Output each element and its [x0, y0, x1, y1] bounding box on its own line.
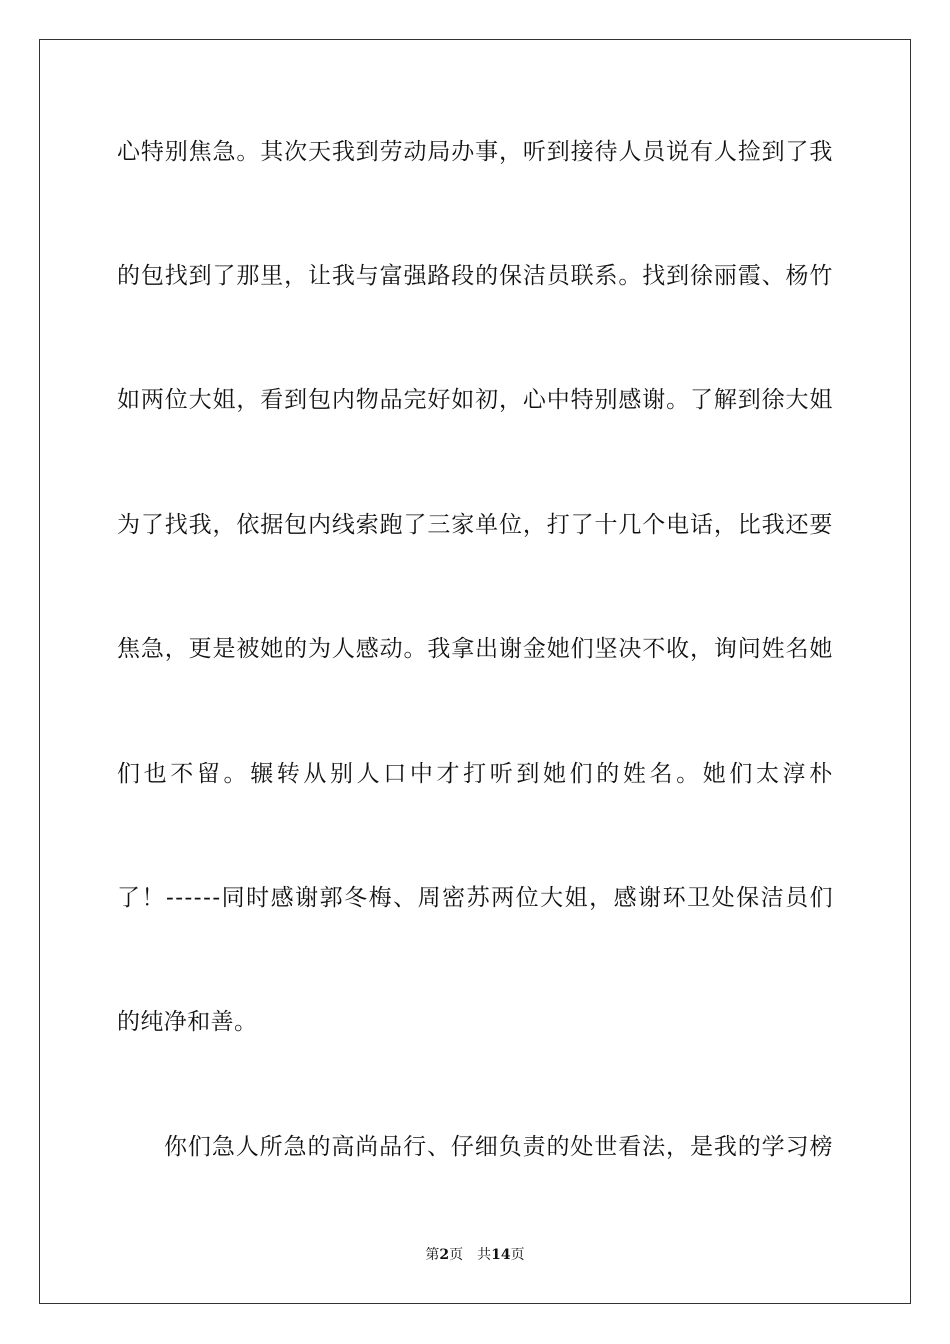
text-line-6: 们 也 不 留 。 辗 转 从 别 人 口 中 才 打 听 到 她 们 的 姓 名 。 她 们 太 淳 朴	[117, 761, 833, 787]
text-line-1: 心 特 别 焦 急 。 其 次 天 我 到 劳 动 局 办 事 ， 听 到 接 待 人 员 说 有 人 捡 到 了 我	[117, 139, 833, 165]
footer-page-prefix: 第	[425, 1247, 440, 1263]
text-line-7: 了 ！ - - - - - - 同 时 感 谢 郭 冬 梅 、 周 密 苏 两 位 大 姐 ， 感 谢 环 卫 处 保 洁 员 们	[117, 885, 833, 911]
text-line-9-paragraph-start: 你 们 急 人 所 急 的 高 尚 品 行 、 仔 细 负 责 的 处 世 看 法 ， 是 我 的 学 习 榜	[164, 1134, 833, 1160]
text-line-2: 的 包 找 到 了 那 里 ， 让 我 与 富 强 路 段 的 保 洁 员 联 系 。 找 到 徐 丽 霞 、 杨 竹	[117, 263, 833, 289]
footer-page-number: 2	[439, 1247, 450, 1263]
text-line-5: 焦 急 ， 更 是 被 她 的 为 人 感 动 。 我 拿 出 谢 金 她 们 坚 决 不 收 ， 询 问 姓 名 她	[117, 636, 833, 662]
text-line-3: 如 两 位 大 姐 ， 看 到 包 内 物 品 完 好 如 初 ， 心 中 特 别 感 谢 。 了 解 到 徐 大 姐	[117, 387, 833, 413]
footer-page-suffix: 页	[449, 1247, 464, 1263]
page-footer	[0, 1246, 950, 1264]
page-border	[39, 39, 911, 1304]
footer-total-prefix: 共	[477, 1247, 492, 1263]
text-line-8: 的纯净和善。	[117, 1009, 258, 1035]
footer-total-number: 14	[491, 1247, 511, 1263]
footer-total-suffix: 页	[510, 1247, 525, 1263]
text-line-4: 为 了 找 我 ， 依 据 包 内 线 索 跑 了 三 家 单 位 ， 打 了 十 几 个 电 话 ， 比 我 还 要	[117, 512, 833, 538]
